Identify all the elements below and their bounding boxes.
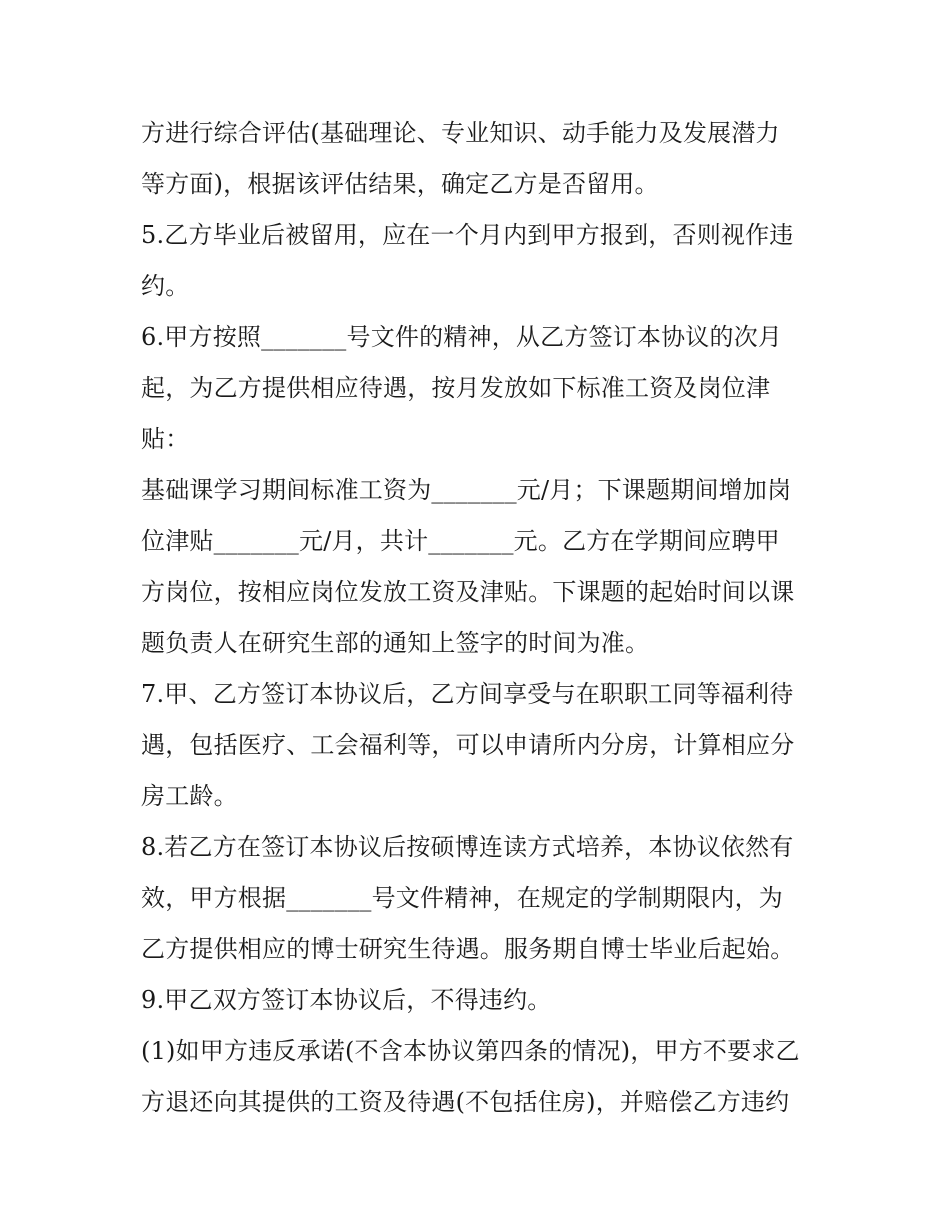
- text-line: 遇，包括医疗、工会福利等，可以申请所内分房，计算相应分: [141, 731, 795, 759]
- document-body: [141, 108, 821, 1128]
- text-line: 8.若乙方在签订本协议后按硕博连读方式培养，本协议依然有: [141, 833, 794, 861]
- text-line: 方进行综合评估(基础理论、专业知识、动手能力及发展潜力: [141, 119, 780, 147]
- text-line: 5.乙方毕业后被留用，应在一个月内到甲方报到，否则视作违: [141, 221, 794, 249]
- text-line: 等方面)，根据该评估结果，确定乙方是否留用。: [141, 170, 659, 198]
- text-line: 方岗位，按相应岗位发放工资及津贴。下课题的起始时间以课: [141, 578, 795, 606]
- text-line: 效，甲方根据_______号文件精神，在规定的学制期限内，为: [141, 884, 783, 912]
- text-line: 9.甲乙双方签订本协议后，不得违约。: [141, 986, 552, 1014]
- text-line: 基础课学习期间标准工资为_______元/月；下课题期间增加岗: [141, 476, 792, 504]
- text-line: 起，为乙方提供相应待遇，按月发放如下标准工资及岗位津: [141, 374, 771, 402]
- text-line: 房工龄。: [141, 782, 238, 810]
- text-line: 贴：: [141, 425, 190, 453]
- text-line: 约。: [141, 272, 190, 300]
- text-line: 方退还向其提供的工资及待遇(不包括住房)，并赔偿乙方违约: [141, 1088, 790, 1116]
- text-line: 乙方提供相应的博士研究生待遇。服务期自博士毕业后起始。: [141, 935, 795, 963]
- text-line: 位津贴_______元/月，共计_______元。乙方在学期间应聘甲: [141, 527, 780, 555]
- text-line: 6.甲方按照_______号文件的精神，从乙方签订本协议的次月: [141, 323, 783, 351]
- text-line: 7.甲、乙方签订本协议后，乙方间享受与在职职工同等福利待: [141, 680, 794, 708]
- text-line: (1)如甲方违反承诺(不含本协议第四条的情况)，甲方不要求乙: [141, 1037, 800, 1065]
- text-line: 题负责人在研究生部的通知上签字的时间为准。: [141, 629, 650, 657]
